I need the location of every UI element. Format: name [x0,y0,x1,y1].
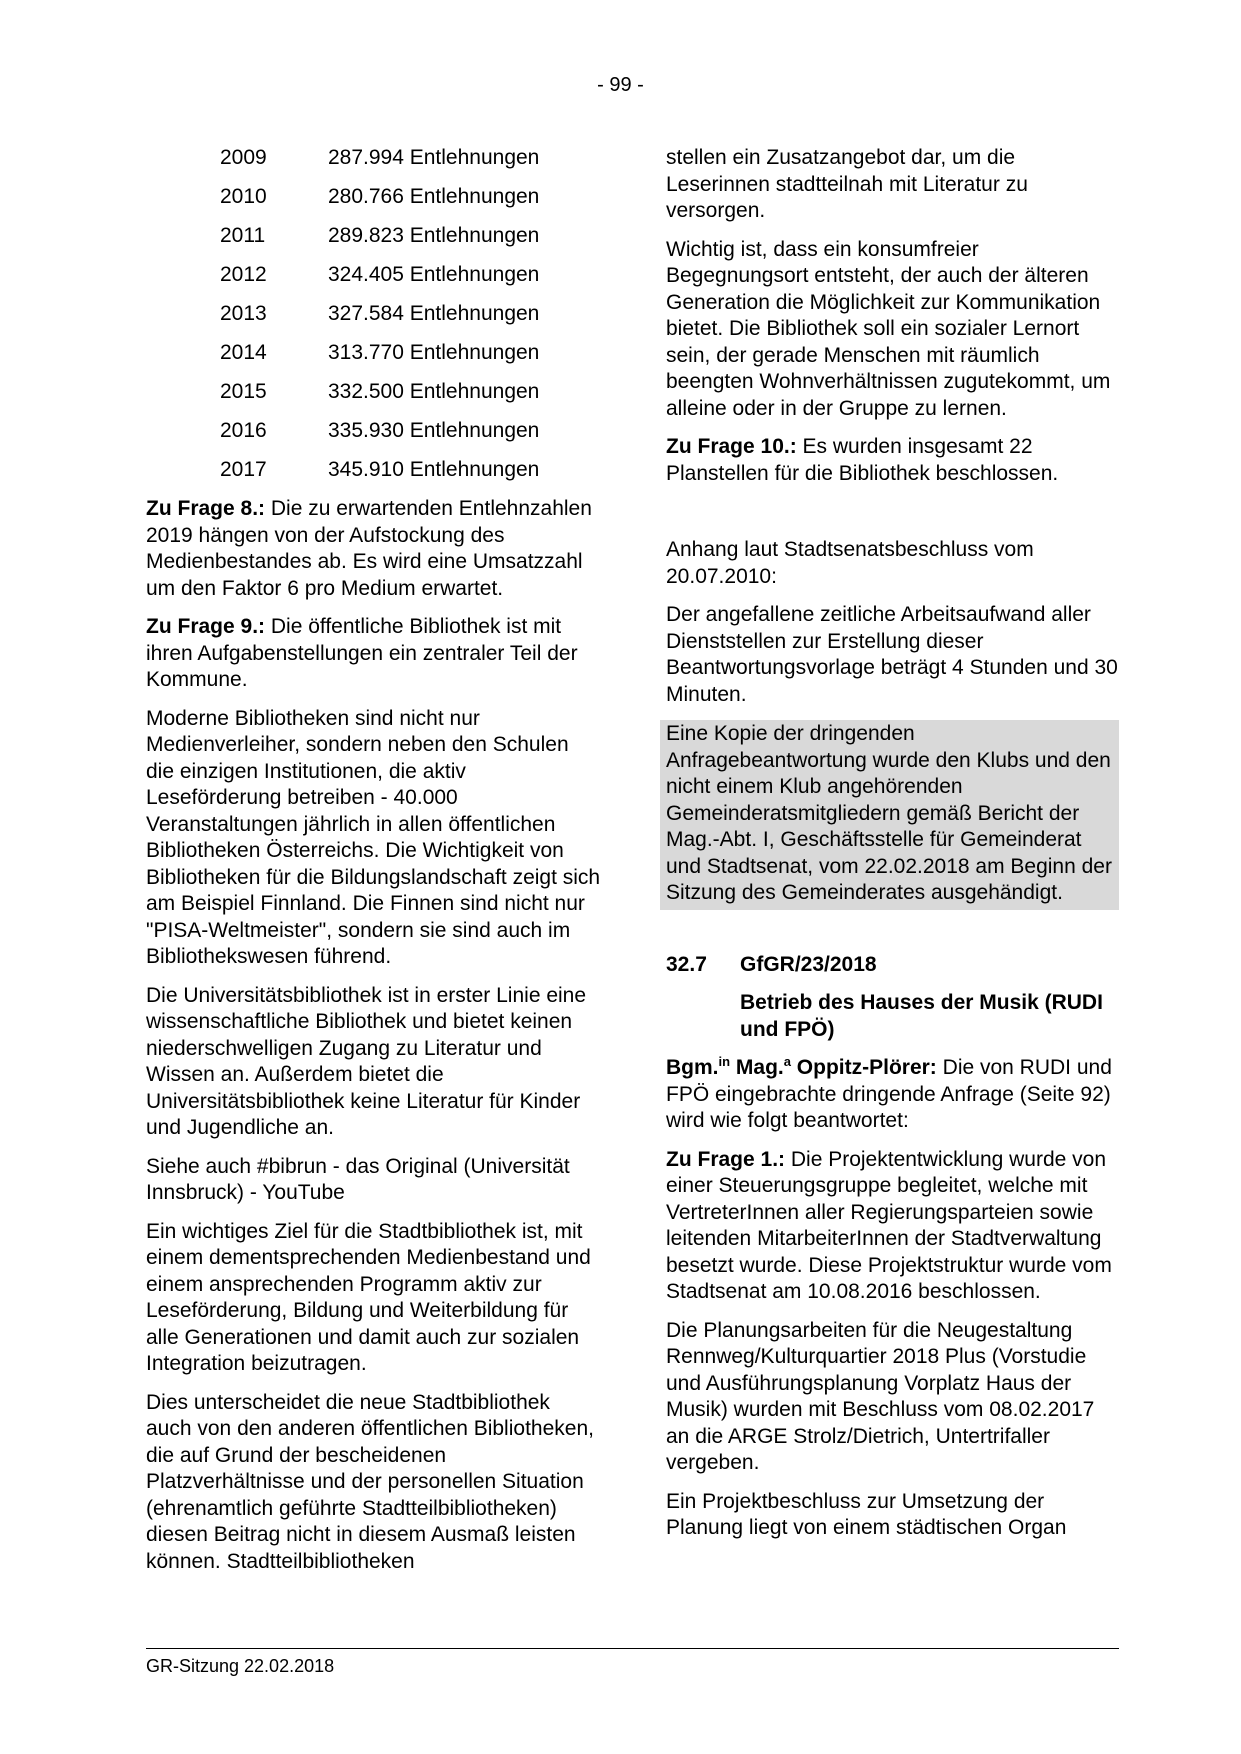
stat-row [146,262,601,301]
paragraph-appendix: Anhang laut Stadtsenatsbeschluss vom 20.07.2010: [666,538,1034,588]
answer-question-9 [146,614,601,694]
stat-value: 324.405 Entlehnungen [328,263,540,286]
stat-year: 2010 [220,185,267,208]
answer-text: Die Projektentwicklung wurde von einer Steuerungsgruppe begleitet, welche mit VertreterInnen aller Regierungsparteien sowie leitenden MitarbeiterInnen der Stadtverwaltung besetzt wurde. Diese Projektstruktur wurde vom Stadtsenat am 10.08.2016 beschlossen. [666,1147,1112,1303]
page-number: - 99 - [597,74,644,96]
stat-year: 2011 [220,224,266,247]
question-label: Zu Frage 10.: [666,435,797,458]
stat-value: 313.770 Entlehnungen [328,341,540,364]
footer: GR-Sitzung 22.02.2018 [146,1656,335,1676]
stat-row [146,457,601,496]
stat-row [146,379,601,418]
stat-value: 327.584 Entlehnungen [328,302,540,325]
speaker-statement [666,1055,1119,1135]
stat-row [146,145,601,184]
stat-value: 287.994 Entlehnungen [328,146,540,169]
section-code: GfGR/23/2018 [740,952,877,976]
paragraph-difference: Dies unterscheidet die neue Stadtbibliothek auch von den anderen öffentlichen Bibliotheken, die auf Grund der bescheidenen Platzverhältnisse und der personellen Situation (ehrenamtlich geführte Stadtteilbibliotheken) diesen Beitrag nicht in diesem Ausmaß leisten können. Stadtteilbibliotheken [146,1390,594,1573]
answer-text: Es wurden insgesamt 22 Planstellen für die Bibliothek beschlossen. [666,435,1059,485]
paragraph-modern-libraries: Moderne Bibliotheken sind nicht nur Medienverleiher, sondern neben den Schulen die einzigen Institutionen, die aktiv Leseförderung betreiben - 40.000 Veranstaltungen jährlich in allen öffentlichen Bibliotheken Österreichs. Die Wichtigkeit von Bibliotheken für die Bildungslandschaft zeigt sich am Beispiel Finnland. Die Finnen sind nicht nur "PISA-Weltmeister", sondern sie sind auch im Bibliothekswesen führend. [146,706,601,968]
speaker-name: Bgm.$^{in}$ Mag.$^a$ Oppitz-Plörer: [666,1054,937,1079]
section-heading [666,952,1119,979]
stat-row [146,418,601,457]
left-column [146,145,601,1587]
stat-row [146,301,601,340]
answer-text: Die zu erwartenden Entlehnzahlen 2019 hängen von der Aufstockung des Medienbestandes ab. Es wird eine Umsatzzahl um den Faktor 6 pro Medium erwartet. [146,497,592,600]
spacer [666,922,1119,948]
loan-statistics [146,145,601,496]
section-title: Betrieb des Hauses der Musik (RUDI und FPÖ) [740,991,1103,1041]
stat-row [146,340,601,379]
stat-year: 2016 [220,419,267,442]
question-label: Zu Frage 1.: [666,1147,786,1171]
stat-value: 345.910 Entlehnungen [328,458,540,481]
paragraph-workload: Der angefallene zeitliche Arbeitsaufwand aller Dienststellen zur Erstellung dieser Beantwortungsvorlage beträgt 4 Stunden und 30 Minuten. [666,603,1118,706]
statement-text: Die von RUDI und FPÖ eingebrachte dringende Anfrage (Seite 92) wird wie folgt beantwortet: [666,1056,1112,1132]
paragraph-goal: Ein wichtiges Ziel für die Stadtbibliothek ist, mit einem dementsprechenden Medienbestand und einem ansprechenden Programm aktiv zur Leseförderung, Bildung und Weiterbildung für alle Generationen und damit auch zur sozialen Integration beizutragen. [146,1219,591,1375]
question-label: Zu Frage 8.: [146,497,266,520]
answer-question-1 [666,1147,1119,1306]
stat-year: 2017 [220,458,267,481]
right-column [666,145,1119,1554]
stat-year: 2009 [220,146,267,169]
stat-value: 289.823 Entlehnungen [328,224,540,247]
paragraph-planning: Die Planungsarbeiten für die Neugestaltung Rennweg/Kulturquartier 2018 Plus (Vorstudie und Ausführungsplanung Vorplatz Haus der Musik) wurden mit Beschluss vom 08.02.2017 an die ARGE Strolz/Dietrich, Untertrifaller vergeben. [666,1318,1095,1474]
stat-year: 2014 [220,341,267,364]
paragraph-project-decision: Ein Projektbeschluss zur Umsetzung der Planung liegt von einem städtischen Organ [666,1489,1067,1539]
highlighted-notice: Eine Kopie der dringenden Anfragebeantwortung wurde den Klubs und den nicht einem Klub angehörenden Gemeinderatsmitgliedern gemäß Bericht der Mag.-Abt. I, Geschäftsstelle für Gemeinderat und Stadtsenat, vom 22.02.2018 am Beginn der Sitzung des Gemeinderates ausgehändigt. [660,720,1119,910]
stat-year: 2015 [220,380,267,403]
stat-row [146,184,601,223]
stat-value: 280.766 Entlehnungen [328,185,540,208]
stat-year: 2013 [220,302,267,325]
question-label: Zu Frage 9.: [146,615,266,638]
stat-year: 2012 [220,263,267,286]
spacer [666,499,1119,537]
paragraph-continuation: stellen ein Zusatzangebot dar, um die Leserinnen stadtteilnah mit Literatur zu versorgen. [666,146,1028,222]
stat-value: 332.500 Entlehnungen [328,380,540,403]
stat-row [146,223,601,262]
answer-question-10 [666,434,1119,487]
answer-text: Die öffentliche Bibliothek ist mit ihren Aufgabenstellungen ein zentraler Teil der Kommune. [146,615,578,691]
answer-question-8 [146,496,601,602]
paragraph-university-library: Die Universitätsbibliothek ist in erster Linie eine wissenschaftliche Bibliothek und bietet keinen niederschwelligen Zugang zu Literatur und Wissen an. Außerdem bietet die Universitätsbibliothek keine Literatur für Kinder und Jugendliche an. [146,983,587,1139]
section-number: 32.7 [666,952,707,976]
paragraph-see-also: Siehe auch #bibrun - das Original (Universität Innsbruck) - YouTube [146,1154,570,1204]
footer-divider [146,1648,1119,1649]
stat-value: 335.930 Entlehnungen [328,419,540,442]
paragraph-meeting-place: Wichtig ist, dass ein konsumfreier Begegnungsort entsteht, der auch der älteren Generation die Möglichkeit zur Kommunikation bietet. Die Bibliothek soll ein sozialer Lernort sein, der gerade Menschen mit räumlich beengten Wohnverhältnissen zugutekommt, um alleine oder in der Gruppe zu lernen. [666,237,1111,420]
